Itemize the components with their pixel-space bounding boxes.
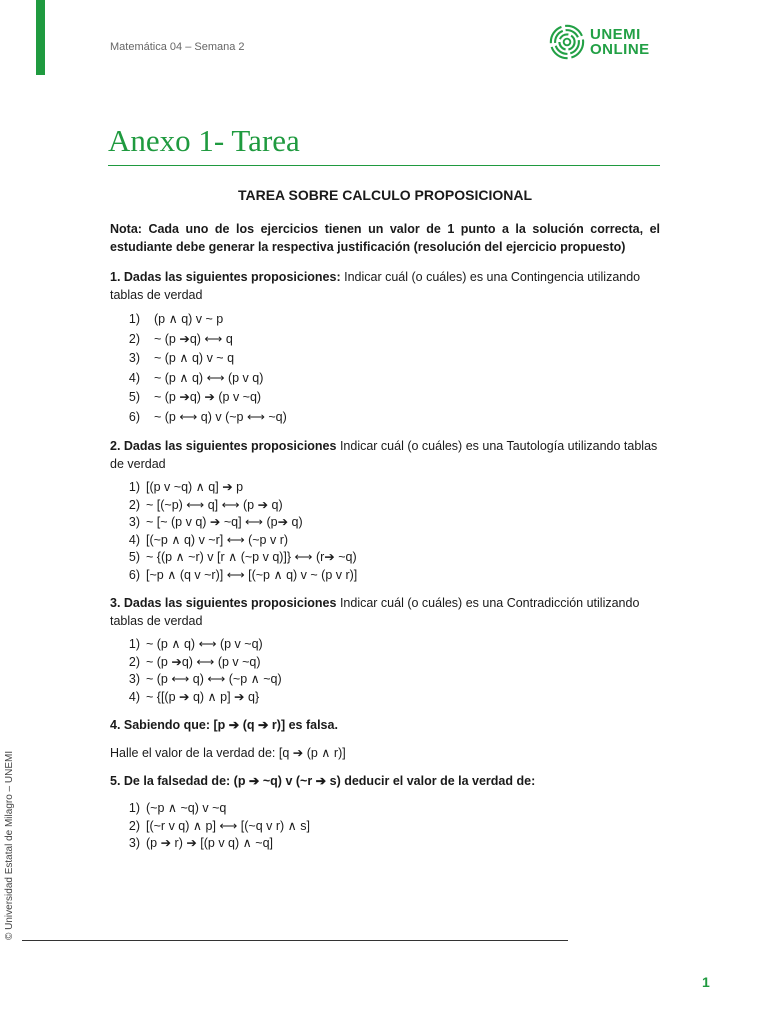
question-3-prompt: 3. Dadas las siguientes proposiciones Indicar cuál (o cuáles) es una Contradicción utilizando tablas de verdad (110, 596, 640, 628)
list-item: 4) ~ (p ∧ q) ⟷ (p v q) (128, 370, 264, 385)
list-item: 3) ~ [~ (p v q) ➔ ~q] ⟷ (p➔ q) (128, 515, 303, 529)
list-item: 2) ~ (p ➔q) ⟷ (p v ~q) (128, 654, 261, 669)
list-item: 6) [~p ∧ (q v ~r)] ⟷ [(~p ∧ q) v ~ (p v r)] (128, 567, 358, 582)
list-item: 3) (p ➔ r) ➔ [(p v q) ∧ ~q] (128, 836, 273, 850)
list-item: 1) (p ∧ q) v ~ p (128, 312, 224, 326)
title-divider (108, 165, 660, 166)
list-item: 2) ~ (p ➔q) ⟷ q (128, 331, 233, 346)
question-2-list (110, 479, 660, 584)
document-body (110, 186, 660, 863)
list-item: 5) ~ (p ➔q) ➔ (p v ~q) (128, 390, 262, 404)
list-item: 1) [(p v ~q) ∧ q] ➔ p (128, 480, 244, 494)
logo-wordmark: UNEMI ONLINE (590, 26, 650, 58)
page-number: 1 (702, 974, 710, 990)
question-5-list (110, 800, 660, 853)
list-item: 2) [(~r v q) ∧ p] ⟷ [(~q v r) ∧ s] (128, 818, 311, 833)
list-item: 4) [(~p ∧ q) v ~r] ⟷ (~p v r) (128, 532, 289, 547)
list-item: 3) ~ (p ∧ q) v ~ q (128, 351, 235, 365)
document-subtitle: TAREA SOBRE CALCULO PROPOSICIONAL (237, 187, 532, 203)
list-item: 1) (~p ∧ ~q) v ~q (128, 801, 227, 815)
unemi-logo (548, 20, 660, 64)
list-item: 2) ~ [(~p) ⟷ q] ⟷ (p ➔ q) (128, 497, 283, 512)
course-label: Matemática 04 – Semana 2 (110, 41, 245, 53)
note-paragraph: Nota: Cada uno de los ejercicios tienen un valor de 1 punto a la solución correcta, el estudiante debe generar la respectiva justificación (resolución del ejercicio propuesto) (110, 222, 660, 254)
header-accent-bar (36, 0, 45, 75)
question-4-prompt: 4. Sabiendo que: [p ➔ (q ➔ r)] es falsa. (110, 718, 338, 732)
list-item: 4) ~ {[(p ➔ q) ∧ p] ➔ q} (128, 689, 260, 704)
logo-circle-icon (548, 22, 586, 62)
list-item: 6) ~ (p ⟷ q) v (~p ⟷ ~q) (128, 409, 287, 424)
question-1-prompt: 1. Dadas las siguientes proposiciones: Indicar cuál (o cuáles) es una Contingencia utilizando tablas de verdad (110, 270, 641, 302)
question-1-list (110, 310, 660, 427)
question-4-task: Halle el valor de la verdad de: [q ➔ (p ∧ r)] (110, 746, 346, 760)
footer-divider (22, 940, 568, 941)
page-title: Anexo 1- Tarea (108, 123, 300, 158)
list-item: 3) ~ (p ⟷ q) ⟷ (~p ∧ ~q) (128, 672, 282, 686)
list-item: 1) ~ (p ∧ q) ⟷ (p v ~q) (128, 637, 263, 651)
copyright-side-text: © Universidad Estatal de Milagro – UNEMI (4, 750, 15, 940)
list-item: 5) ~ {(p ∧ ~r) v [r ∧ (~p v q)]} ⟷ (r➔ ~q) (128, 550, 357, 564)
question-5-prompt: 5. De la falsedad de: (p ➔ ~q) v (~r ➔ s) deducir el valor de la verdad de: (110, 774, 536, 788)
question-3-list (110, 636, 660, 706)
question-2-prompt: 2. Dadas las siguientes proposiciones Indicar cuál (o cuáles) es una Tautología utilizando tablas de verdad (110, 439, 658, 471)
